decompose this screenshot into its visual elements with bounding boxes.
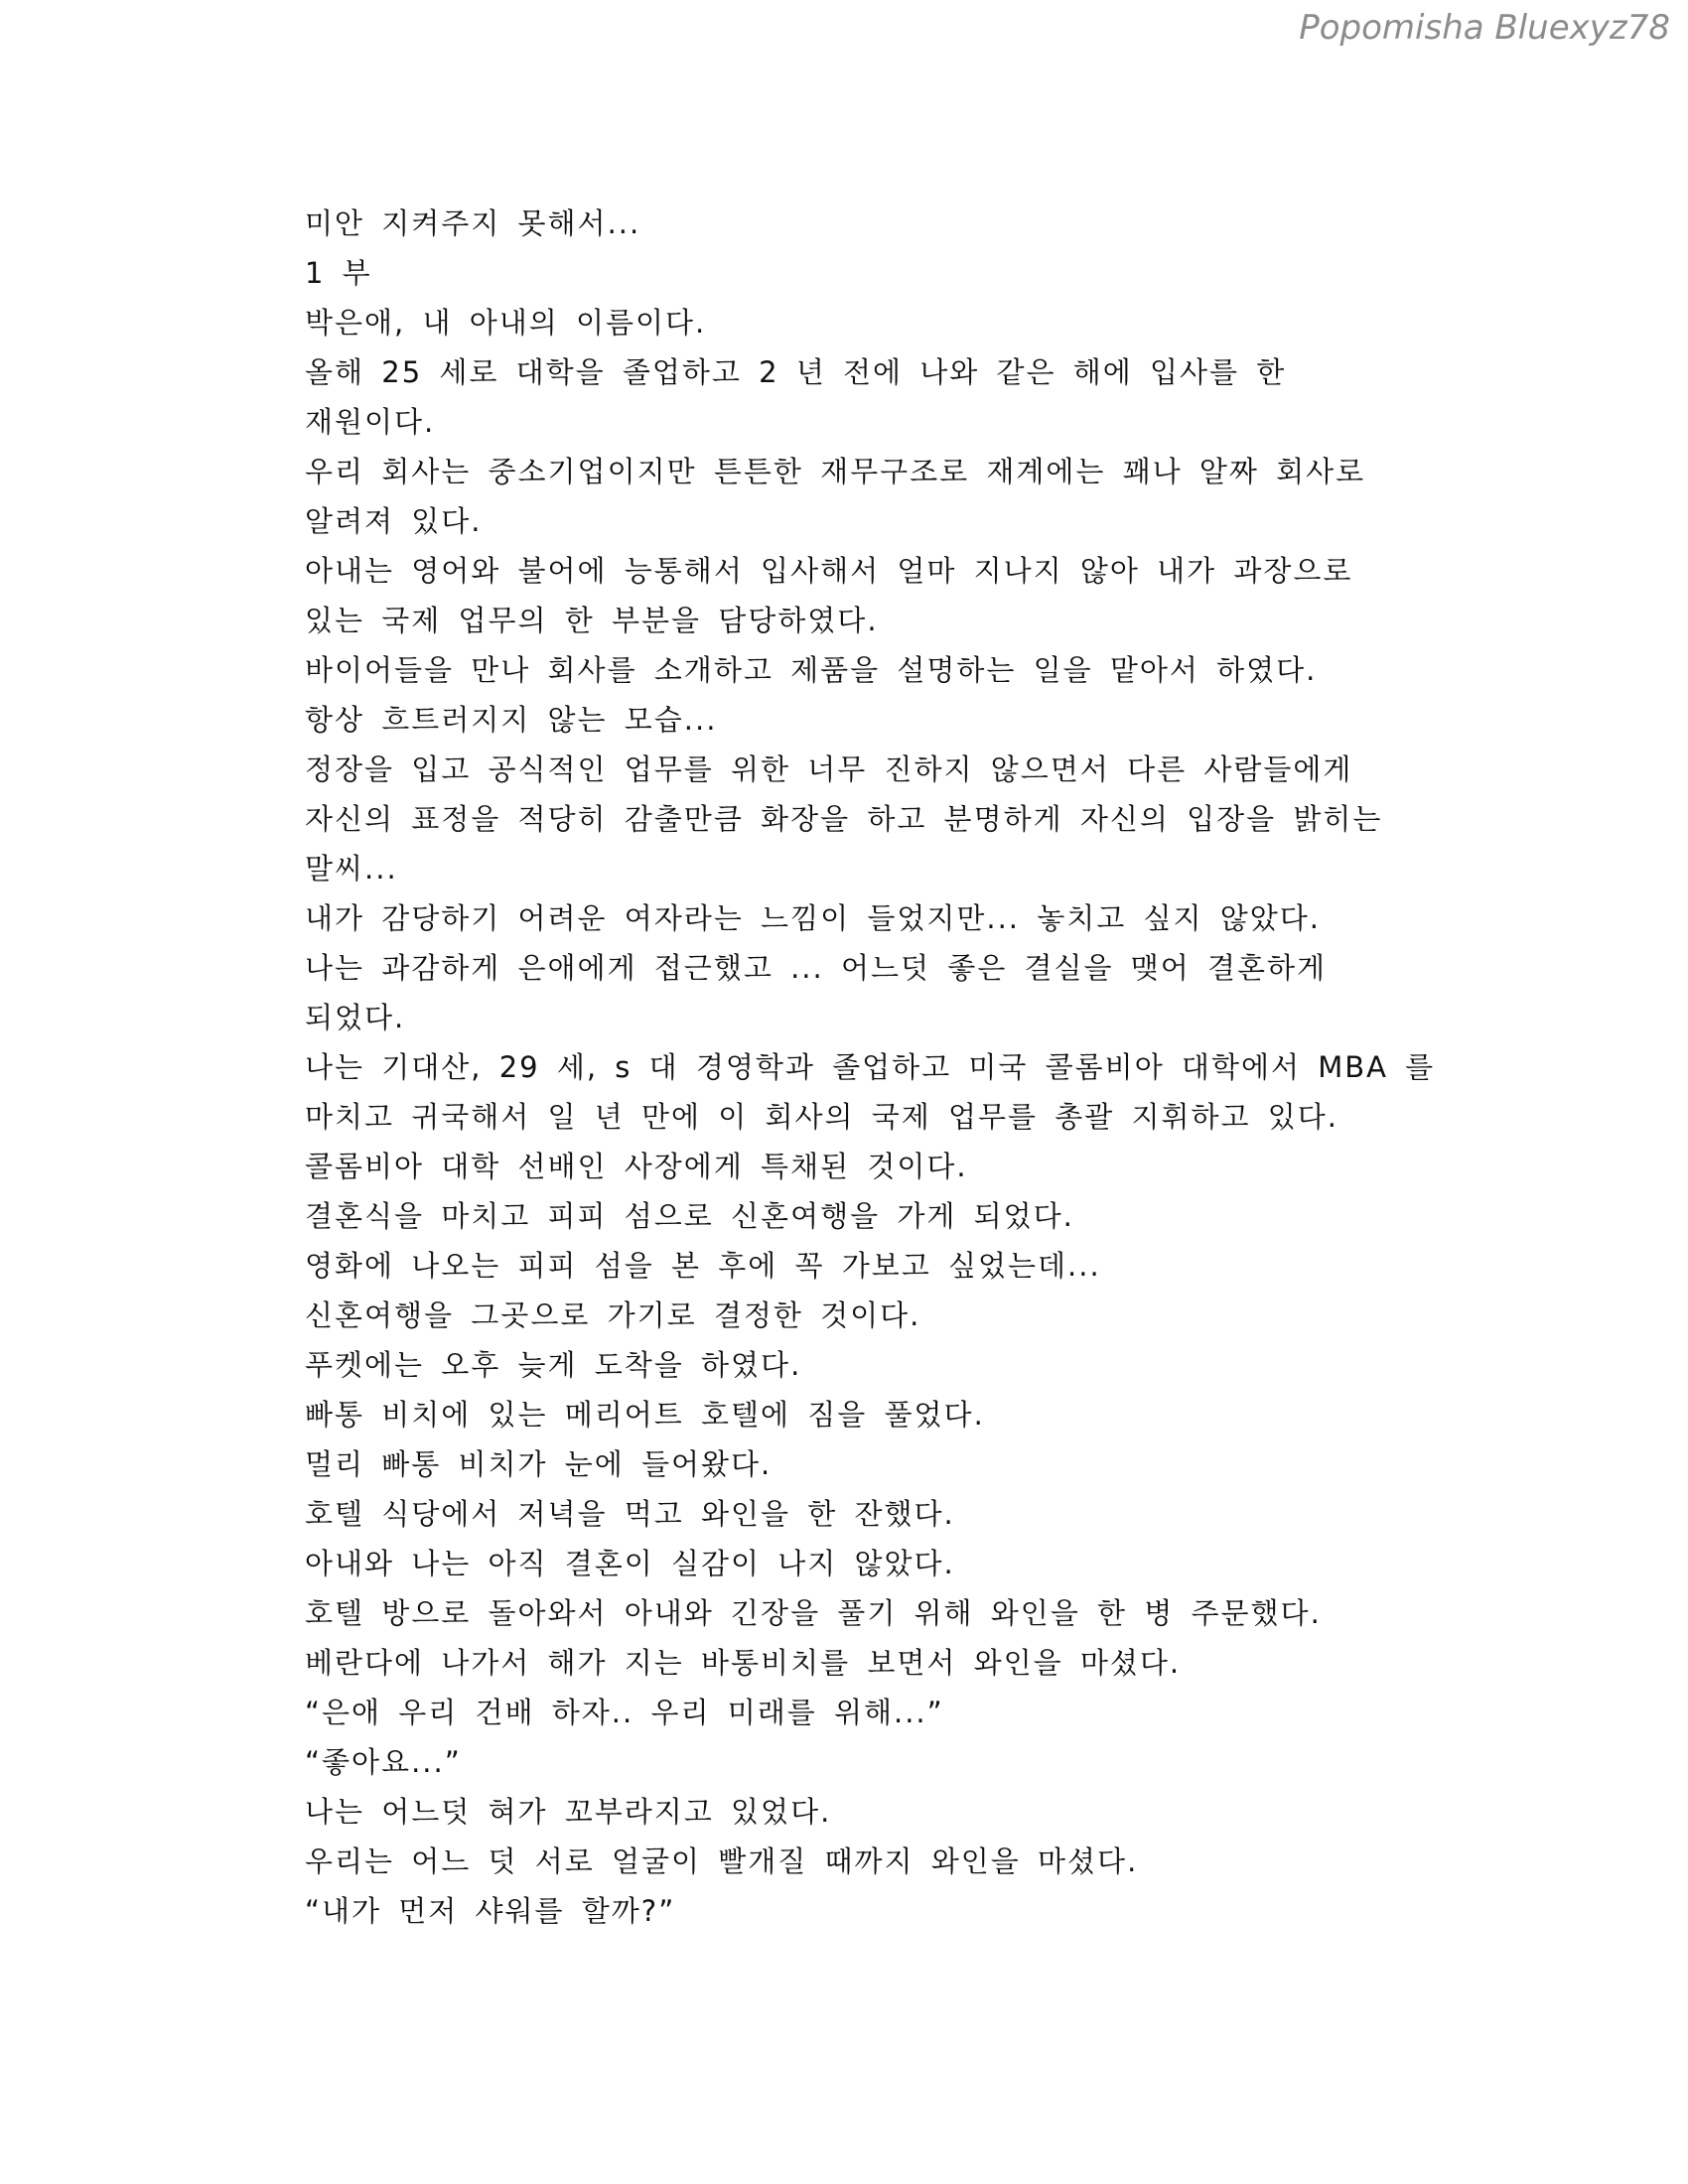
- text-line: 푸켓에는 오후 늦게 도착을 하였다.: [305, 1348, 802, 1382]
- text-line: 나는 어느덧 혀가 꼬부라지고 있었다.: [305, 1795, 832, 1829]
- text-line: 결혼식을 마치고 피피 섬으로 신혼여행을 가게 되었다.: [305, 1199, 1074, 1233]
- watermark-text: Popomisha Bluexyz78: [1299, 8, 1670, 48]
- text-line: 우리는 어느 덧 서로 얼굴이 빨개질 때까지 와인을 마셨다.: [305, 1844, 1139, 1878]
- text-line: 자신의 표정을 적당히 감출만큼 화장을 하고 분명하게 자신의 입장을 밝히는: [305, 802, 1383, 836]
- text-line: “은애 우리 건배 하자.. 우리 미래를 위해...”: [305, 1696, 944, 1729]
- text-line: 항상 흐트러지지 않는 모습...: [305, 703, 718, 737]
- text-line: 아내와 나는 아직 결혼이 실감이 나지 않았다.: [305, 1547, 955, 1580]
- text-line: 내가 감당하기 어려운 여자라는 느낌이 들었지만... 놓치고 싶지 않았다.: [305, 901, 1322, 935]
- text-line: 영화에 나오는 피피 섬을 본 후에 꼭 가보고 싶었는데...: [305, 1249, 1101, 1283]
- text-line: 박은애, 내 아내의 이름이다.: [305, 306, 707, 340]
- text-line: 우리 회사는 중소기업이지만 튼튼한 재무구조로 재계에는 꽤나 알짜 회사로: [305, 455, 1366, 488]
- text-line: 호텔 식당에서 저녁을 먹고 와인을 한 잔했다.: [305, 1497, 955, 1531]
- text-line: 정장을 입고 공식적인 업무를 위한 너무 진하지 않으면서 다른 사람들에게: [305, 752, 1353, 786]
- text-line: 1 부: [305, 256, 372, 290]
- text-line: 나는 기대산, 29 세, s 대 경영학과 졸업하고 미국 콜롬비아 대학에서 MBA 를: [305, 1050, 1436, 1084]
- text-line: 아내는 영어와 불어에 능통해서 입사해서 얼마 지나지 않아 내가 과장으로: [305, 554, 1353, 588]
- text-line: “내가 먼저 샤워를 할까?”: [305, 1894, 676, 1928]
- text-line: 신혼여행을 그곳으로 가기로 결정한 것이다.: [305, 1298, 921, 1332]
- text-line: 알려져 있다.: [305, 504, 483, 538]
- text-line: 있는 국제 업무의 한 부분을 담당하였다.: [305, 604, 879, 637]
- text-line: 호텔 방으로 돌아와서 아내와 긴장을 풀기 위해 와인을 한 병 주문했다.: [305, 1596, 1322, 1630]
- text-line: 되었다.: [305, 1001, 406, 1034]
- text-line: 바이어들을 만나 회사를 소개하고 제품을 설명하는 일을 맡아서 하였다.: [305, 653, 1318, 687]
- text-line: 미안 지켜주지 못해서...: [305, 206, 641, 240]
- text-line: 말씨...: [305, 852, 398, 886]
- text-line: 빠통 비치에 있는 메리어트 호텔에 짐을 풀었다.: [305, 1398, 985, 1432]
- text-line: 콜롬비아 대학 선배인 사장에게 특채된 것이다.: [305, 1150, 968, 1183]
- text-line: 나는 과감하게 은애에게 접근했고 ... 어느덧 좋은 결실을 맺어 결혼하게: [305, 951, 1328, 985]
- text-line: 베란다에 나가서 해가 지는 바통비치를 보면서 와인을 마셨다.: [305, 1646, 1182, 1680]
- text-line: 멀리 빠통 비치가 눈에 들어왔다.: [305, 1447, 773, 1481]
- text-line: 마치고 귀국해서 일 년 만에 이 회사의 국제 업무를 총괄 지휘하고 있다.: [305, 1100, 1339, 1134]
- text-line: 올해 25 세로 대학을 졸업하고 2 년 전에 나와 같은 해에 입사를 한: [305, 355, 1287, 389]
- text-line: “좋아요...”: [305, 1745, 462, 1779]
- document-body: [305, 199, 1436, 1936]
- text-line: 재원이다.: [305, 405, 436, 439]
